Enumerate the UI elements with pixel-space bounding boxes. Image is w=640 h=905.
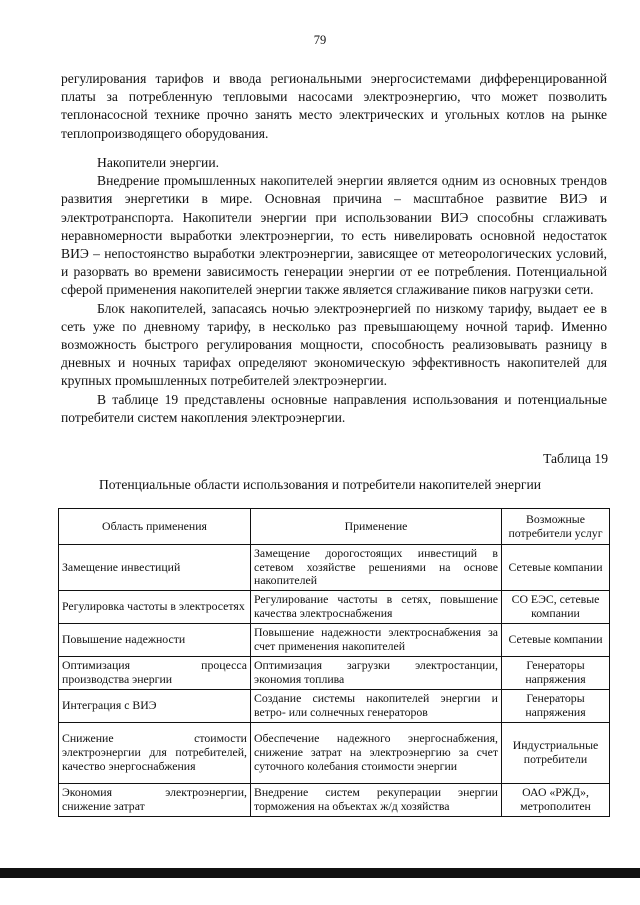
cell-consumers: Генераторы напряжения [502, 689, 610, 722]
cell-application: Создание системы накопителей энергии и ветро- или солнечных генераторов [251, 689, 502, 722]
table-row [59, 545, 610, 591]
cell-area: Интеграция с ВИЭ [59, 689, 251, 722]
cell-application: Обеспечение надежного энергоснабжения, снижение затрат на электроэнергию за счет суточного колебания стоимости энергии [251, 722, 502, 783]
cell-area: Замещение инвестиций [59, 545, 251, 591]
header-area: Область применения [59, 509, 251, 545]
data-table [58, 508, 610, 817]
table-row [59, 783, 610, 816]
table-row [59, 590, 610, 623]
cell-application: Повышение надежности электроснабжения за счет применения накопителей [251, 623, 502, 656]
table-caption: Таблица 19 [543, 451, 608, 466]
paragraph: В таблице 19 представлены основные направления использования и потенциальные потребители систем накопления электроэнергии. [61, 391, 607, 425]
table-row [59, 623, 610, 656]
cell-application: Замещение дорогостоящих инвестиций в сетевом хозяйстве решениями на основе накопителей [251, 545, 502, 591]
cell-area: Повышение надежности [59, 623, 251, 656]
cell-area: Снижение стоимости электроэнергии для потребителей, качество энергоснабжения [59, 722, 251, 783]
cell-application: Оптимизация загрузки электростанции, экономия топлива [251, 656, 502, 689]
cell-area: Регулировка частоты в электросетях [59, 590, 251, 623]
cell-application: Регулирование частоты в сетях, повышение качества электроснабжения [251, 590, 502, 623]
table-title: Потенциальные области использования и потребители накопителей энергии [98, 477, 541, 492]
cell-area: Оптимизация процесса производства энергии [59, 656, 251, 689]
paragraph: Блок накопителей, запасаясь ночью электроэнергией по низкому тарифу, выдает ее в сеть уже по дневному тарифу, в несколько раз превышающему ночной тариф. Именно возможность быстрого регулирования мощности, способность реализовывать разницу в дневных и ночных тарифах определяют экономическую эффективность накопителей для крупных промышленных потребителей электроэнергии. [61, 300, 607, 389]
cell-application: Внедрение систем рекуперации энергии торможения на объектах ж/д хозяйства [251, 783, 502, 816]
table-row [59, 689, 610, 722]
paragraph: регулирования тарифов и ввода региональными энергосистемами дифференцированной платы за потребленную тепловыми насосами электроэнергию, что может позволить теплонасосной технике прочно занять место электрических и угольных котлов на рынке теплопроизводящего оборудования. [61, 71, 607, 141]
cell-consumers: ОАО «РЖД», метрополитен [502, 783, 610, 816]
paragraph: Внедрение промышленных накопителей энергии является одним из основных трендов развития энергетики в мире. Основная причина – масштабное развитие ВИЭ и электротранспорта. Накопители энергии при использовании ВИЭ способны сглаживать неравномерности выработки электроэнергии, то есть нивелировать основной недостаток ВИЭ – непостоянство выработки электроэнергии, зависящее от метеорологических условий, и разорвать во времени зависимость генерации энергии от ее потребления. Потенциальной сферой применения накопителей энергии также является сглаживание пиков нагрузки сети. [61, 173, 607, 298]
cell-consumers: Сетевые компании [502, 545, 610, 591]
table-row [59, 722, 610, 783]
cell-consumers: Индустриальные потребители [502, 722, 610, 783]
body-paragraphs [61, 154, 607, 427]
section-heading: Накопители энергии. [97, 155, 220, 170]
header-consumers: Возможные потребители услуг [502, 509, 610, 545]
header-application: Применение [251, 509, 502, 545]
table-row [59, 656, 610, 689]
cell-consumers: Генераторы напряжения [502, 656, 610, 689]
cell-consumers: Сетевые компании [502, 623, 610, 656]
intro-paragraphs [61, 70, 607, 143]
page-number: 79 [313, 33, 327, 47]
cell-area: Экономия электроэнергии, снижение затрат [59, 783, 251, 816]
scan-border-bar [0, 868, 640, 878]
table-header-row [59, 509, 610, 545]
cell-consumers: СО ЕЭС, сетевые компании [502, 590, 610, 623]
